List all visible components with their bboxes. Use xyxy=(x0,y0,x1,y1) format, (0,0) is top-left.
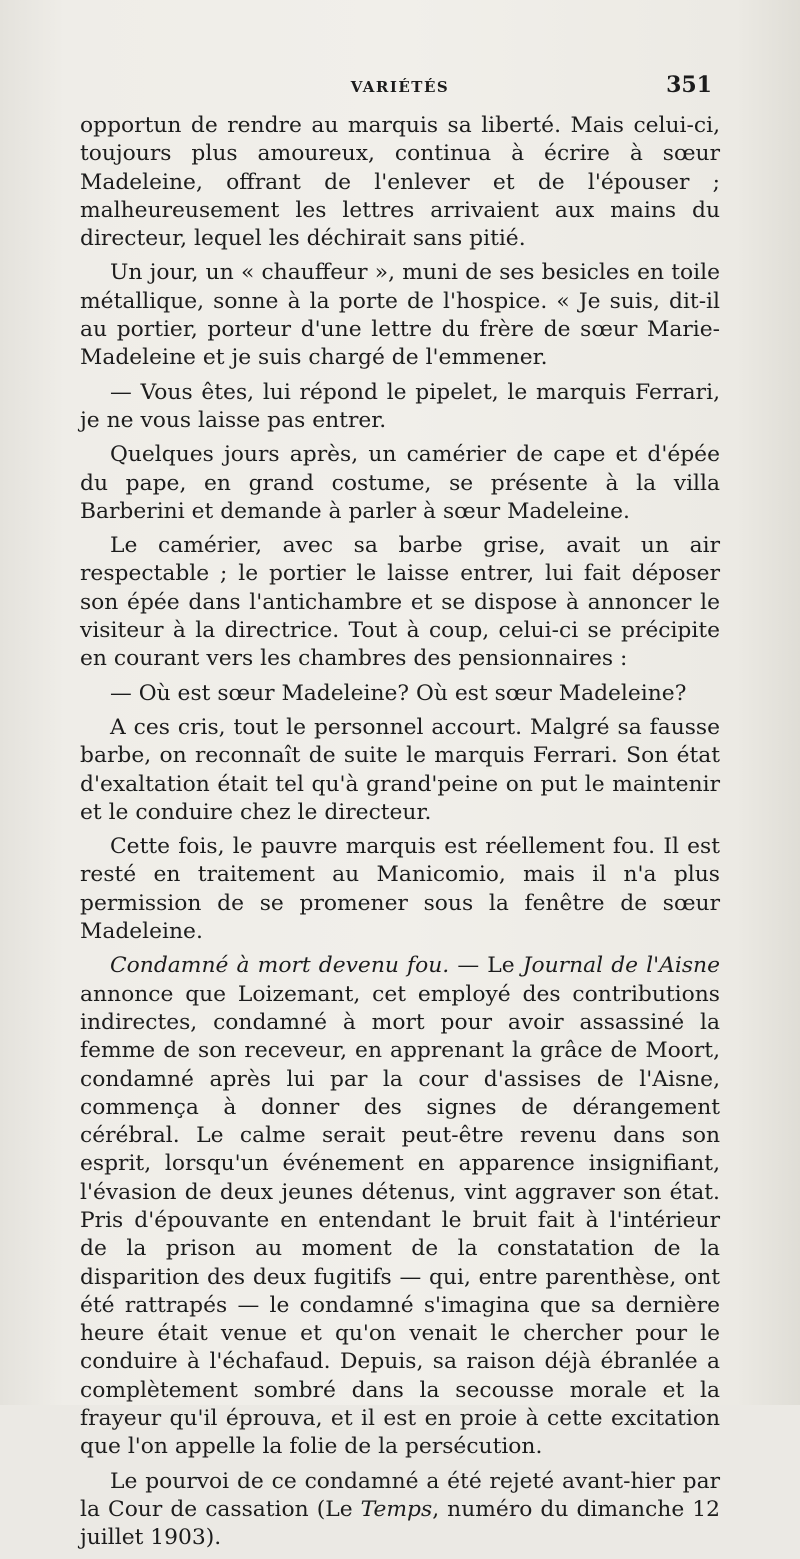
closing-after: , numéro du dimanche 12 juillet 1903). xyxy=(80,1496,720,1551)
article-paragraph xyxy=(80,952,720,1461)
page-body xyxy=(80,112,720,1559)
running-title: VARIÉTÉS xyxy=(350,78,450,96)
article-title: Condamné à mort devenu fou. xyxy=(110,953,450,979)
paragraph-continuation: opportun de rendre au marquis sa liberté. Mais celui-ci, toujours plus amoureux, continua à écrire à sœur Madeleine, offrant de l'enlever et de l'épouser ; malheureusement les lettres arrivaient aux mains du directeur, lequel les déchirait sans pitié. xyxy=(80,113,720,252)
paragraph-pipelet-reply: — Vous êtes, lui répond le pipelet, le marquis Ferrari, je ne vous laisse pas entrer. xyxy=(80,379,720,433)
article-source: Journal de l'Aisne xyxy=(522,953,720,979)
closing-before: Le pourvoi de ce condamné a été rejeté avant-hier par la Cour de cassation (Le xyxy=(80,1468,720,1522)
closing-paragraph xyxy=(80,1468,720,1553)
paragraph-camerier: Quelques jours après, un camérier de cape et d'épée du pape, en grand costume, se présente à la villa Barberini et demande à parler à sœur Madeleine. xyxy=(80,442,720,524)
paragraph-camerier-enters: Le camérier, avec sa barbe grise, avait un air respectable ; le portier le laisse entrer, lui fait déposer son épée dans l'antichambre et se dispose à annoncer le visiteur à la directrice. Tout à coup, celui-ci se précipite en courant vers les chambres des pensionnaires : xyxy=(80,533,720,672)
article-dash: — Le xyxy=(449,953,523,979)
closing-source: Temps xyxy=(360,1496,433,1522)
paragraph-chauffeur: Un jour, un « chauffeur », muni de ses besicles en toile métallique, sonne à la porte de l'hospice. « Je suis, dit-il au portier, porteur d'une lettre du frère de sœur Marie-Madeleine et je suis chargé de l'emmener. xyxy=(80,260,720,371)
article-text: annonce que Loizemant, cet employé des contributions indirectes, condamné à mort pour avoir assassiné la femme de son receveur, en apprenant la grâce de Moort, condamné après lui par la cour d'assises de l'Aisne, commença à donner des signes de dérangement cérébral. Le calme serait peut-être revenu dans son esprit, lorsqu'un événement en apparence insignifiant, l'évasion de deux jeunes détenus, vint aggraver son état. Pris d'épouvante en entendant le bruit fait à l'intérieur de la prison au moment de la constatation de la disparition des deux fugitifs — qui, entre parenthèse, ont été rattrapés — le condamné s'imagina que sa dernière heure était venue et qu'on venait le chercher pour le conduire à l'échafaud. Depuis, sa raison déjà ébranlée a complètement sombré dans la secousse morale et la frayeur qu'il éprouva, et il est en proie à cette excitation que l'on appelle la folie de la persécution. xyxy=(80,981,720,1460)
paragraph-recognized: A ces cris, tout le personnel accourt. Malgré sa fausse barbe, on reconnaît de suite le marquis Ferrari. Son état d'exaltation était tel qu'à grand'peine on put le maintenir et le conduire chez le directeur. xyxy=(80,714,720,825)
page-number: 351 xyxy=(666,72,712,98)
paragraph-really-mad: Cette fois, le pauvre marquis est réellement fou. Il est resté en traitement au Manicomio, mais il n'a plus permission de se promener sous la fenêtre de sœur Madeleine. xyxy=(80,834,720,945)
page-header xyxy=(80,72,720,108)
paragraph-cry: — Où est sœur Madeleine? Où est sœur Madeleine? xyxy=(110,680,687,706)
